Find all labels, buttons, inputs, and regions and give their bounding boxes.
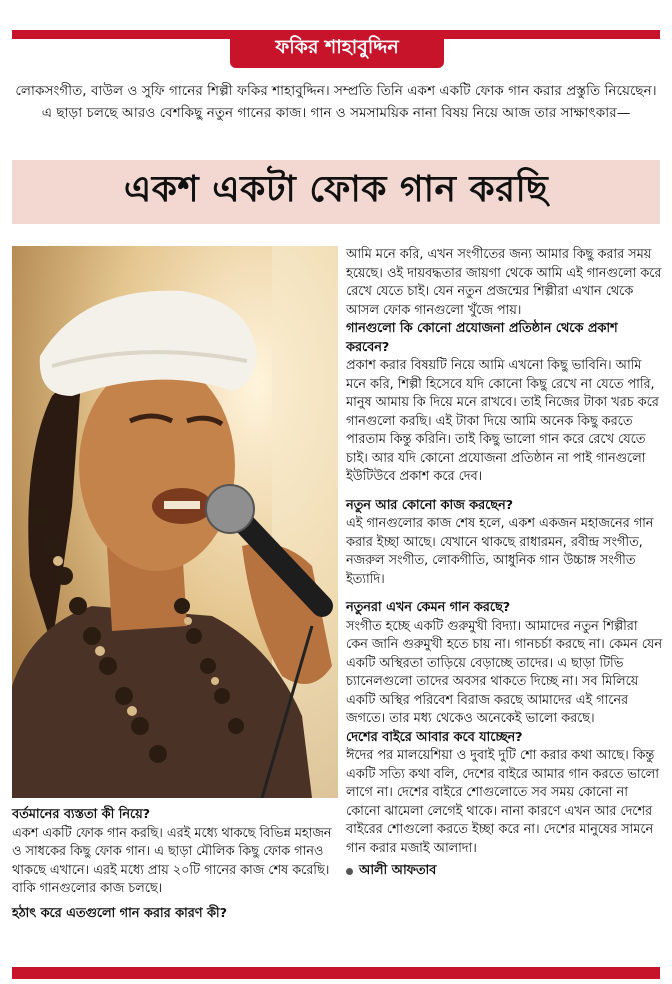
bullet-icon — [346, 868, 353, 875]
answer-1: একশ একটি ফোক গান করছি। এরই মধ্যে থাকছে বিভিন্ন মহাজন ও সাধকের কিছু ফোক গান। এ ছাড়া মৌলিক কিছু ফোক গানও থাকছে এখানে। এরই মধ্যে প্রায় ২০টি গানের কাজ শেষ করেছি। বাকি গানগুলোর কাজ চলছে। — [12, 825, 332, 896]
question-5: নতুনরা এখন কেমন গান করছে? — [346, 600, 511, 615]
question-3: গানগুলো কি কোনো প্রযোজনা প্রতিষ্ঠান থেকে প্রকাশ করবেন? — [346, 321, 618, 355]
answer-3: প্রকাশ করার বিষয়টি নিয়ে আমি এখনো কিছু ভাবিনি। আমি মনে করি, শিল্পী হিসেবে যদি কোনো কিছু রেখে না যেতে পারি, মানুষ আমায় কি দিয়ে মনে রাখবে। তাই নিজের টাকা খরচ করে গানগুলো করছি। এই টাকা দিয়ে আমি অনেক কিছু করতে পারতাম কিন্তু করিনি। তাই কিছু ভালো গান করে রেখে যেতে চাই। আর যদি কোনো প্রযোজনা প্রতিষ্ঠান না পাই গানগুলো ইউটিউবে প্রকাশ করে দেব। — [346, 358, 659, 484]
byline — [346, 862, 662, 881]
question-6: দেশের বাইরে আবার কবে যাচ্ছেন? — [346, 729, 523, 745]
answer-4: এই গানগুলোর কাজ শেষ হলে, একশ একজন মহাজনের গান করার ইচ্ছা আছে। যেখানে থাকছে রাধারমন, রবীন্দ্র সংগীত, নজরুল সংগীত, লোকগীতি, আধুনিক গান উচ্চাঙ্গ সংগীত ইত্যাদি। — [346, 516, 654, 587]
question-2: হঠাৎ করে এতগুলো গান করার কারণ কী? — [12, 905, 228, 921]
intro-paragraph: লোকসংগীত, বাউল ও সুফি গানের শিল্পী ফকির শাহাবুদ্দিন। সম্প্রতি তিনি একশ একটি ফোক গান করার প্রস্তুতি নিয়েছেন। এ ছাড়া চলছে আরও বেশকিছু নতুন গানের কাজ। গান ও সমসাময়িক নানা বিষয় নিয়ে আজ তার সাক্ষাৎকার— — [15, 83, 657, 121]
right-column-text — [346, 246, 662, 881]
page-title: একশ একটা ফোক গান করছি — [123, 169, 549, 210]
bottom-rule — [12, 967, 660, 979]
question-4: নতুন আর কোনো কাজ করছেন? — [346, 497, 514, 513]
question-1: বর্তমানের ব্যস্ততা কী নিয়ে? — [12, 807, 151, 822]
answer-2: আমি মনে করি, এখন সংগীতের জন্য আমার কিছু করার সময় হয়েছে। ওই দায়বদ্ধতার জায়গা থেকে আমি এই গানগুলো করে রেখে যেতে চাই। যেন নতুন প্রজন্মের শিল্পীরা এখান থেকে আসল ফোক গানগুলো খুঁজে পায়। — [346, 247, 662, 318]
left-column-text — [12, 806, 338, 923]
kicker-tag: ফকির শাহাবুদ্দিন — [230, 30, 444, 68]
answer-6: ঈদের পর মালয়েশিয়া ও দুবাই দুটি শো করার কথা আছে। কিন্তু একটি সত্যি কথা বলি, দেশের বাইরে আমার গান করতে ভালো লাগে না। দেশের বাইরে শোগুলোতে সব সময় কোনো না কোনো ঝামেলা লেগেই থাকে। নানা কারণে এখন আর দেশের বাইরের শোগুলো করতে ইচ্ছা করে না। দেশের মানুষের সামনে গান করার মজাই আলাদা। — [346, 748, 659, 856]
headline-band — [12, 160, 660, 224]
singer-photo — [12, 246, 338, 798]
author-name: আলী আফতাব — [359, 863, 437, 878]
singer-illustration — [12, 246, 338, 798]
answer-5: সংগীত হচ্ছে একটি গুরুমুখী বিদ্যা। আমাদের নতুন শিল্পীরা কেন জানি গুরুমুখী হতে চায় না। গানচর্চা করছে না। কেমন যেন একটি অস্থিরতা তাড়িয়ে বেড়াচ্ছে তাদের। এ ছাড়া টিভি চ্যানেলগুলো তাদের অবসর থাকতে দিচ্ছে না। সব মিলিয়ে একটি অস্থির পরিবেশ বিরাজ করছে আমাদের এই গানের জগতে। তার মধ্য থেকেও অনেকেই ভালো করছে। — [346, 618, 662, 726]
